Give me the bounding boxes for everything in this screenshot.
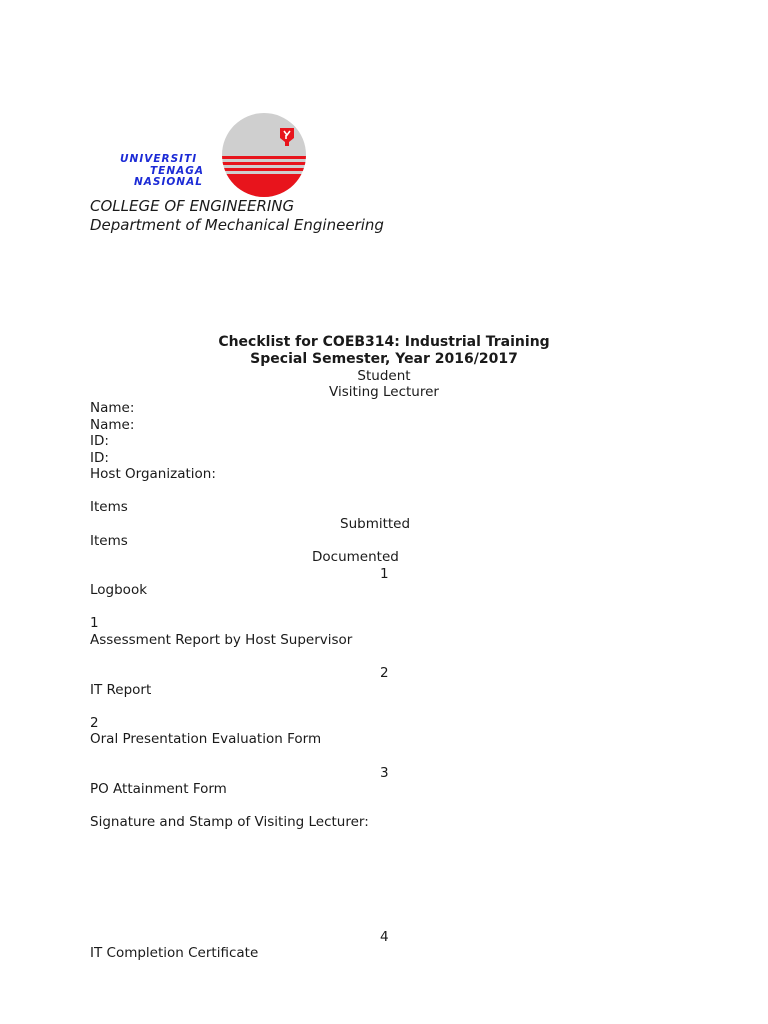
- item-logbook: Logbook: [90, 582, 148, 598]
- signature-label: Signature and Stamp of Visiting Lecturer:: [90, 814, 369, 830]
- items-header-2: Items: [90, 533, 128, 549]
- university-logo: [118, 112, 310, 198]
- item-it-completion-certificate: IT Completion Certificate: [90, 945, 259, 961]
- visiting-lecturer-heading: Visiting Lecturer: [329, 384, 439, 400]
- item-po-attainment: PO Attainment Form: [90, 781, 227, 797]
- lecturer-id-label: ID:: [90, 450, 109, 466]
- logo-emblem-icon: [218, 112, 310, 198]
- documented-header: Documented: [312, 549, 399, 565]
- item-number: 4: [380, 929, 389, 945]
- items-header: Items: [90, 499, 128, 515]
- item-assessment-report: Assessment Report by Host Supervisor: [90, 632, 353, 648]
- lecturer-name-label: Name:: [90, 417, 135, 433]
- logo-word-universiti: UNIVERSITI: [120, 153, 198, 165]
- item-number: 1: [380, 566, 389, 582]
- host-organization-label: Host Organization:: [90, 466, 216, 482]
- logo-word-nasional: NASIONAL: [134, 176, 203, 188]
- item-number: 1: [90, 615, 99, 631]
- department-name: Department of Mechanical Engineering: [90, 216, 384, 234]
- college-name: COLLEGE OF ENGINEERING: [90, 197, 295, 215]
- item-number: 3: [380, 765, 389, 781]
- student-id-label: ID:: [90, 433, 109, 449]
- student-heading: Student: [357, 368, 411, 384]
- checklist-title: Checklist for COEB314: Industrial Training: [218, 334, 550, 350]
- submitted-header: Submitted: [340, 516, 411, 532]
- logo-word-tenaga: TENAGA: [150, 165, 204, 177]
- item-number: 2: [90, 715, 99, 731]
- semester-title: Special Semester, Year 2016/2017: [250, 351, 518, 367]
- item-number: 2: [380, 665, 389, 681]
- item-oral-presentation: Oral Presentation Evaluation Form: [90, 731, 322, 747]
- student-name-label: Name:: [90, 400, 135, 416]
- item-it-report: IT Report: [90, 682, 152, 698]
